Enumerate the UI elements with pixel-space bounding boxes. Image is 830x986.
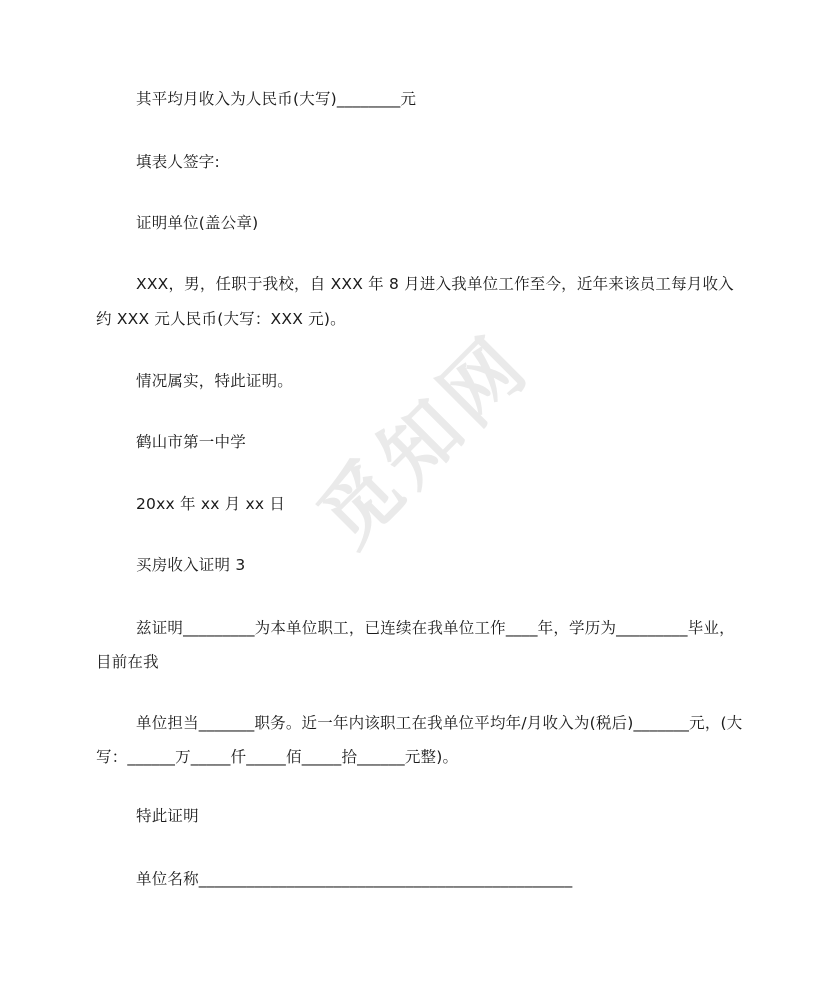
certifying-unit-line: 证明单位(盖公章) [136, 214, 259, 232]
employee-description-line-2: 约 XXX 元人民币(大写：XXX 元)。 [96, 310, 346, 328]
position-income-line-2: 写：______万_____仟_____佰_____拾______元整)。 [96, 748, 459, 766]
section-title: 买房收入证明 3 [136, 556, 246, 574]
certify-line-2: 目前在我 [96, 653, 159, 671]
unit-name-line: 单位名称_______________________________________________ [136, 870, 573, 888]
date-line: 20xx 年 xx 月 xx 日 [136, 495, 286, 513]
position-income-line-1: 单位担当_______职务。近一年内该职工在我单位平均年/月收入为(税后)_______元，(大 [136, 714, 743, 732]
watermark: 觅知网 [301, 317, 548, 564]
school-name: 鹤山市第一中学 [136, 433, 246, 451]
signer-signature-line: 填表人签字: [136, 153, 220, 171]
income-statement-line: 其平均月收入为人民币(大写)________元 [136, 90, 417, 108]
certify-line-1: 兹证明_________为本单位职工，已连续在我单位工作____年，学历为_________毕业， [136, 619, 735, 637]
verification-statement: 情况属实，特此证明。 [136, 372, 294, 390]
hereby-certify: 特此证明 [136, 807, 199, 825]
employee-description-line-1: XXX，男，任职于我校，自 XXX 年 8 月进入我单位工作至今，近年来该员工每月收入 [136, 275, 734, 293]
